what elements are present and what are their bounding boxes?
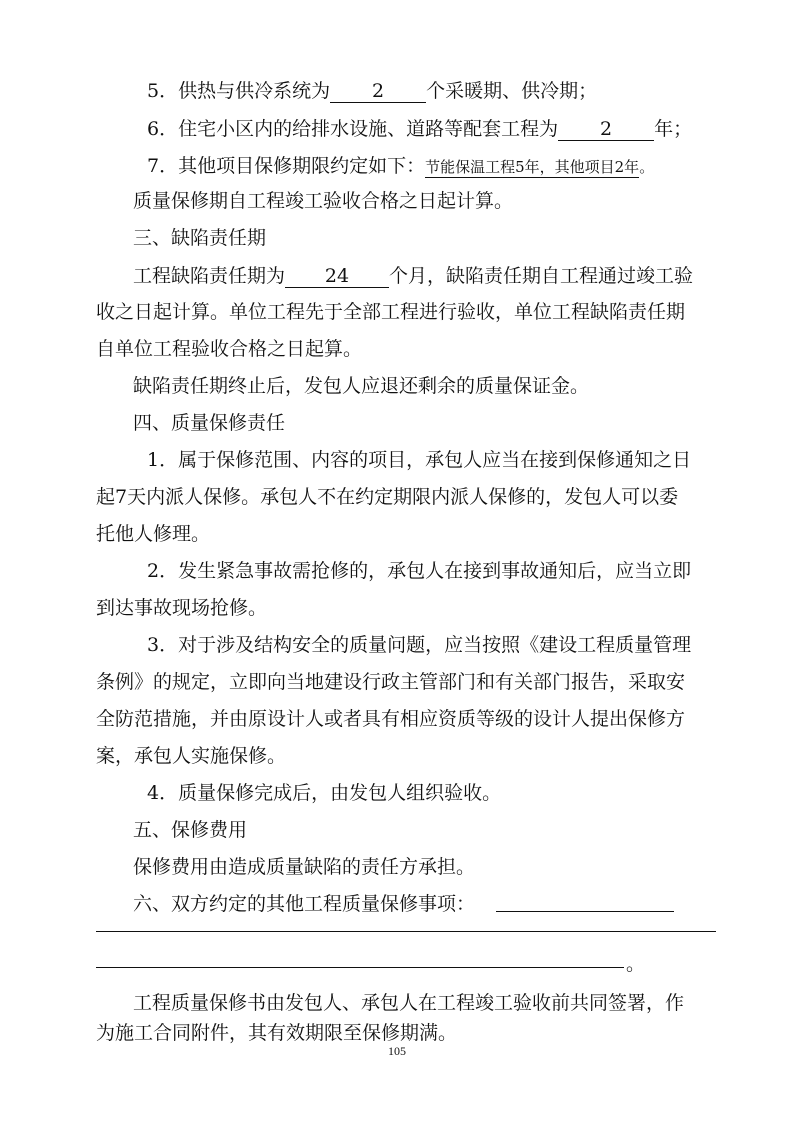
defect-period-value: 24 [285,265,389,288]
section-4-item-3-line-4: 案，承包人实施保修。 [96,745,287,767]
section-4-item-3-line-2: 条例》的规定，立即向当地建设行政主管部门和有关部门报告，采取安 [96,671,686,693]
section-4-item-1-line-2: 起7天内派人保修。承包人不在约定期限内派人保修的，发包人可以委 [96,486,679,508]
section-4-item-2-line-1: 2．发生紧急事故需抢修的，承包人在接到事故通知后，应当立即 [147,560,692,582]
section-3-line-4: 缺陷责任期终止后，发包人应退还剩余的质量保证金。 [133,375,590,397]
section-3-line-1 [133,263,693,289]
defect-period-suffix: 个月，缺陷责任期自工程通过竣工验 [389,265,694,287]
section-4-item-1-line-3: 托他人修理。 [96,523,211,545]
closing-line-1: 工程质量保修书由发包人、承包人在工程竣工验收前共同签署，作 [133,992,685,1014]
section-4-item-4-line-1: 4．质量保修完成后，由发包人组织验收。 [147,782,502,804]
warranty-item-7 [147,153,654,179]
item5-prefix: 5．供热与供冷系统为 [147,80,331,102]
section-5-heading: 五、保修费用 [133,819,248,841]
warranty-item-6 [147,116,692,142]
warranty-calc-note: 质量保修期自工程竣工验收合格之日起计算。 [133,190,514,212]
closing-line-2: 为施工合同附件，其有效期限至保修期满。 [96,1022,458,1044]
page-number: 105 [388,1044,406,1058]
section-6-blank-line-2 [96,931,716,932]
section-6-end-mark: 。 [626,953,646,975]
warranty-item-5 [147,78,597,104]
item7-suffix: 。 [639,158,655,176]
section-3-line-3: 自单位工程验收合格之日起算。 [96,338,363,360]
defect-period-prefix: 工程缺陷责任期为 [133,265,286,287]
item7-value: 节能保温工程5年，其他项目2年 [425,158,640,176]
section-6-blank-line-1 [496,911,674,912]
section-4-item-2-line-2: 到达事故现场抢修。 [96,597,268,619]
section-3-line-2: 收之日起计算。单位工程先于全部工程进行验收，单位工程缺陷责任期 [96,301,686,323]
section-4-item-3-line-1: 3．对于涉及结构安全的质量问题，应当按照《建设工程质量管理 [147,634,692,656]
item6-prefix: 6．住宅小区内的给排水设施、道路等配套工程为 [147,118,559,140]
section-4-item-3-line-3: 全防范措施，并由原设计人或者具有相应资质等级的设计人提出保修方 [96,708,686,730]
section-4-heading: 四、质量保修责任 [133,412,286,434]
section-3-heading: 三、缺陷责任期 [133,227,267,249]
item5-value: 2 [330,80,426,103]
item6-value: 2 [558,118,654,141]
section-6-blank-line-3 [96,967,624,968]
section-4-item-1-line-1: 1．属于保修范围、内容的项目，承包人应当在接到保修通知之日 [147,449,692,471]
section-5-line-1: 保修费用由造成质量缺陷的责任方承担。 [133,856,476,878]
item7-prefix: 7．其他项目保修期限约定如下： [147,155,426,177]
item5-suffix: 个采暖期、供冷期； [426,80,598,102]
section-6-heading: 六、双方约定的其他工程质量保修事项： [133,893,476,915]
item6-suffix: 年； [654,118,693,140]
